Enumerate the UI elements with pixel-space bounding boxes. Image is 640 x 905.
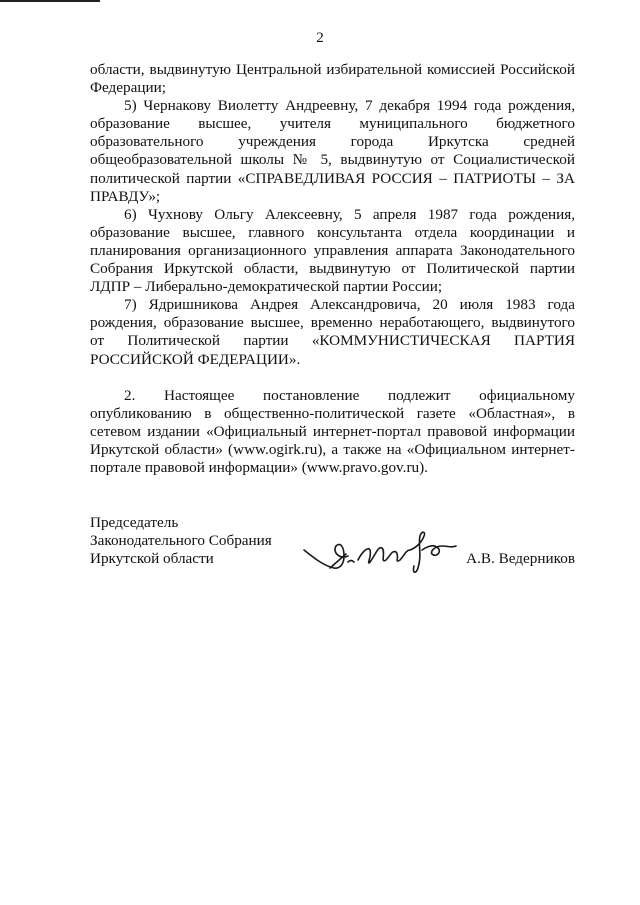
paragraph-publication-clause: 2. Настоящее постановление подлежит официальному опубликованию в общественно-политической газете «Областная», в сетевом издании «Официальный интернет-портал правовой информации Иркутской области» (www.ogirk.ru), а также на «Официальном интернет-портале правовой информации» (www.pravo.gov.ru). (90, 386, 575, 476)
signatory-name: А.В. Ведерников (466, 550, 575, 567)
paragraph-item-6: 6) Чухнову Ольгу Алексеевну, 5 апреля 1987 года рождения, образование высшее, главного консультанта отдела координации и планирования организационного управления аппарата Законодательного Собрания Иркутской области, выдвинутую от Политической партии ЛДПР – Либерально-демократической партии России; (90, 205, 575, 296)
document-body (90, 61, 575, 477)
top-rule (0, 0, 100, 2)
signatory-title-line-3: Иркутской области (90, 550, 214, 568)
signatory-title-line-1: Председатель (90, 514, 179, 531)
paragraph-item-7: 7) Ядришникова Андрея Александровича, 20 июля 1983 года рождения, образование высшее, временно неработающего, выдвинутого от Политической партии «КОММУНИСТИЧЕСКАЯ ПАРТИЯ РОССИЙСКОЙ ФЕДЕРАЦИИ». (90, 296, 575, 368)
page-number: 2 (316, 30, 324, 46)
handwritten-signature-icon (300, 516, 460, 578)
paragraph-spacer (90, 369, 575, 387)
signatory-title-line-2: Законодательного Собрания (90, 532, 272, 550)
signature-block (90, 514, 580, 574)
paragraph-continuation: области, выдвинутую Центральной избирательной комиссией Российской Федерации; (90, 61, 575, 97)
paragraph-item-5: 5) Чернакову Виолетту Андреевну, 7 декабря 1994 года рождения, образование высшее, учителя муниципального бюджетного образовательного учреждения города Иркутска средней общеобразовательной школы № 5, выдвинутую от Социалистической политической партии «СПРАВЕДЛИВАЯ РОССИЯ – ПАТРИОТЫ – ЗА ПРАВДУ»; (90, 97, 575, 205)
